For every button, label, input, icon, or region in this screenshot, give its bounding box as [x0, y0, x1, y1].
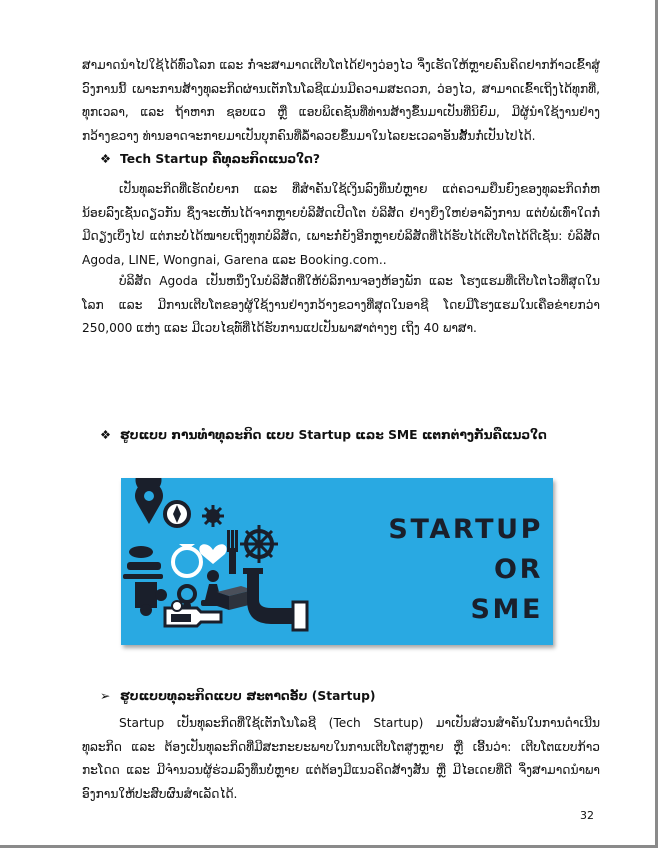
- gear-icon: [202, 505, 224, 527]
- diamond-bullet-icon: ❖: [100, 152, 112, 166]
- image-text-sme: SME: [470, 594, 543, 625]
- intro-paragraph: ສາມາດນຳໄປໃຊ້ໄດ້ທົ່ວໂລກ ແລະ ກໍ່ຈະສາມາດເຕີບໂຕໄດ້ຢ່າງວ່ອງໄວ ຈຶ່ງເຮັດໃຫ້ຫຼາຍຄົນຄິດຢາກກ້າວເຂົ້າສູ່ວົງການນີ້ ເພາະການສ້າງທຸລະກິດຜ່ານເຕັກໂນໂລຊີແມ່ນມີຄວາມສະດວກ, ວ່ອງໄວ, ສາມາດເຂົ້າເຖິງໄດ້ທຸກທີ່, ທຸກເວລາ, ແລະ ຖ້າຫາກ ຊອບແວ ຫຼື ແອບພິເຄຊັນທີ່ທ່ານສ້າງຂຶ້ນມາເປັນທີ່ນິຍົມ, ມີຜູ້ນຳໃຊ້ງານຢ່າງກວ້າງຂວາງ ທ່ານອາດຈະກາຍມາເປັນບຸກຄົນທີ່ລ້ຳລວຍຂຶ້ນມາໃນໄລຍະເວລາອັນສັ້ນກໍ່ເປັນໄປໄດ້.: [82, 58, 600, 143]
- heading-startup-model: [100, 689, 376, 703]
- heading-comparison-text: ຮູບແບບ ການທຳທຸລະກິດ ແບບ Startup ແລະ SME ແຕກຕ່າງກັນຄືແນວໃດ: [120, 428, 547, 442]
- image-text-startup: STARTUP: [388, 514, 543, 545]
- arrow-bullet-icon: ➢: [100, 689, 111, 703]
- ship-wheel-icon: [240, 525, 278, 563]
- startup-paragraph: Startup ເປັນທຸລະກິດທີ່ໃຊ້ເຕັກໂນໂລຊີ (Tech Startup) ມາເປັນສ່ວນສຳຄັນໃນການດຳເນີນທຸລະກິດ ແລະ ຕ້ອງເປັນທຸລະກິດທີ່ມີສະກະຍະພາບໃນການເຕີບໂຕສູງຫຼາຍ ຫຼື ເອີ້ນວ່າ: ເຕີບໂຕແບບກ້າວກະໂດດ ແລະ ມີຈຳນວນຜູ້ຮ່ວມລົງທຶນບໍ່ຫຼາຍ ແຕ່ຕ້ອງມີແນວຄິດສ້າງສັນ ຫຼື ມີໄອເດຍທີ່ດີ ຈຶ່ງສາມາດນຳພາອົງການໃຫ້ປະສົບຜົນສຳເລັດໄດ້.: [82, 716, 600, 801]
- ring-icon: [173, 544, 201, 576]
- startup-or-sme-image: [121, 478, 553, 645]
- image-text-or: OR: [494, 554, 543, 585]
- compass-icon: [165, 502, 189, 526]
- location-pin-icon: [135, 478, 163, 524]
- diamond-bullet-icon: ❖: [100, 428, 112, 442]
- cooking-pot-icon: [123, 546, 163, 579]
- heading-tech-startup-text: Tech Startup ຄືທຸລະກິດແນວໃດ?: [120, 152, 320, 166]
- heart-icon: [199, 544, 226, 564]
- fork-knife-icon: [227, 530, 238, 574]
- tech-startup-paragraph-1: ເປັນທຸລະກິດທີ່ເຮັດບໍ່ຍາກ ແລະ ທີ່ສຳຄັນໃຊ້ເງິນລົງທຶນບໍ່ຫຼາຍ ແຕ່ຄວາມຍືນຍົງຂອງທຸລະກິດກໍ່ຫນ້ອຍລົງເຊັ່ນດຽວກັນ ຊຶ່ງຈະເຫັນໄດ້ຈາກຫຼາຍບໍລິສັດເປີດໂຕ ບໍລິສັດ ຢ່າງຍິ່ງໃຫຍ່ອາລັງການ ແຕ່ບໍ່ພໍເທົ່າໃດກໍ່ມີດຽງເບິ່ງໄປ ແຕ່ກະບໍ່ໄດ້ໝາຍເຖິງທຸກບໍລິສັດ, ເພາະກໍ່ຍັງອີກຫຼາຍບໍລິສັດທີ່ໄດ້ຮັບໄດ້ເຕີບໂຕໄດ້ດີເຊັ່ນ: ບໍລິສັດ Agoda, LINE, Wongnai, Garena ແລະ Booking.com..: [82, 182, 600, 267]
- puzzle-piece-icon: [135, 582, 167, 616]
- tech-startup-paragraph-2: ບໍລິສັດ Agoda ເປັນຫນຶ່ງໃນບໍລິສັດທີ່ໃຫ້ບໍລິການຈອງຫ້ອງພັກ ແລະ ໂຮງແຮມທີ່ເຕີບໂຕໄວທີ່ສຸດໃນໂລກ ແລະ ມີການເຕີບໂຕຂອງຜູ້ໃຊ້ງານຢ່າງກວ້າງຂວາງທີ່ສຸດໃນອາຊີ ໂດຍມີໂຮງແຮມໃນເຄືອຂ່າຍກວ່າ 250,000 ແຫ່ງ ແລະ ມີເວບໄຊທ໌ທີ່ໄດ້ຮັບການແປເປັນພາສາຕ່າງໆ ເຖິງ 40 ພາສາ.: [82, 274, 600, 335]
- heading-startup-model-text: ຮູບແບບທຸລະກິດແບບ ສະຕາດອັບ (Startup): [120, 689, 376, 703]
- page-number: 32: [580, 809, 594, 822]
- pipe-icon: [243, 568, 307, 630]
- heading-tech-startup: [100, 152, 320, 166]
- heading-comparison: [100, 428, 547, 442]
